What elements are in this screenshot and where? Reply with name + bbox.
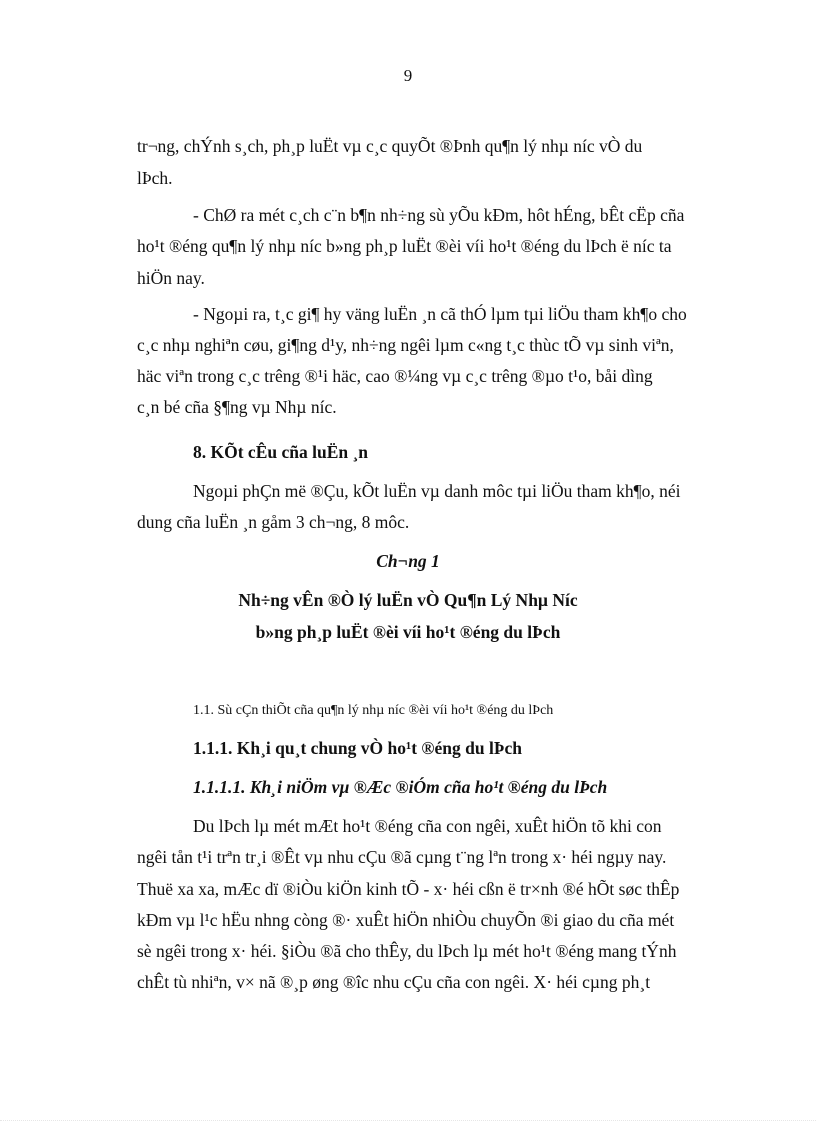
paragraph-line: - ChØ ra mét c¸ch c¨n b¶n nh÷ng sù yÕu kÐm, hôt hÉng, bÊt cËp cña (193, 205, 685, 225)
paragraph-line: tr¬ng, chÝnh s¸ch, ph¸p luËt vµ c¸c quyÕt ®Þnh qu¶n lý nhµ níc vÒ du (137, 136, 643, 156)
subsection-heading: 1.1.1. Kh¸i qu¸t chung vÒ ho¹t ®éng du lÞch (193, 738, 523, 758)
paragraph-line: chÊt tù nhiªn, v× nã ®¸p øng ®îc nhu cÇu cña con ngêi. X· héi cµng ph¸t (137, 972, 651, 992)
paragraph-line: Thuë xa xa, mÆc dï ®iÒu kiÖn kinh tÕ - x· héi cßn ë tr×nh ®é hÕt søc thÊp (137, 879, 680, 899)
paragraph-line: hiÖn nay. (137, 268, 205, 288)
paragraph-line: sè ngêi trong x· héi. §iÒu ®ã cho thÊy, du lÞch lµ mét ho¹t ®éng mang tÝnh (137, 941, 677, 961)
paragraph-line: Du lÞch lµ mét mÆt ho¹t ®éng cña con ngêi, xuÊt hiÖn tõ khi con (193, 816, 662, 836)
page-number: 9 (403, 66, 413, 85)
paragraph-line: c¸n bé cña §¶ng vµ Nhµ níc. (137, 397, 337, 417)
paragraph-line: - Ngoµi ra, t¸c gi¶ hy väng luËn ¸n cã thÓ lµm tµi liÖu tham kh¶o cho (193, 304, 687, 324)
paragraph-line: Ngoµi phÇn më ®Çu, kÕt luËn vµ danh môc tµi liÖu tham kh¶o, néi (193, 481, 681, 501)
paragraph-line: c¸c nhµ nghiªn cøu, gi¶ng d¹y, nh÷ng ngêi lµm c«ng t¸c thùc tÕ vµ sinh viªn, (137, 335, 674, 355)
page-bottom-divider (0, 1120, 816, 1121)
chapter-title-line: Nh÷ng vÊn ®Ò lý luËn vÒ Qu¶n Lý Nhµ Níc (238, 590, 578, 610)
paragraph-line: ngêi tån t¹i trªn tr¸i ®Êt vµ nhu cÇu ®ã cµng t¨ng lªn trong x· héi ngµy nay. (137, 847, 667, 867)
subsection-heading: 1.1. Sù cÇn thiÕt cña qu¶n lý nhµ níc ®èi víi ho¹t ®éng du lÞch (193, 703, 554, 718)
section-heading: 8. KÕt cÊu cña luËn ¸n (193, 442, 369, 462)
subsection-heading: 1.1.1.1. Kh¸i niÖm vµ ®Æc ®iÓm cña ho¹t ®éng du lÞch (193, 777, 608, 797)
paragraph-line: kÐm vµ l¹c hËu nhng còng ®· xuÊt hiÖn nhiÒu chuyÕn ®i giao du cña mét (137, 910, 675, 930)
paragraph-line: dung cña luËn ¸n gåm 3 ch¬ng, 8 môc. (137, 512, 410, 532)
paragraph-line: häc viªn trong c¸c trêng ®¹i häc, cao ®¼ng vµ c¸c trêng ®µo t¹o, båi dìng (137, 366, 653, 386)
paragraph-line: ho¹t ®éng qu¶n lý nhµ níc b»ng ph¸p luËt ®èi víi ho¹t ®éng du lÞch ë níc ta (137, 236, 672, 256)
chapter-title-line: b»ng ph¸p luËt ®èi víi ho¹t ®éng du lÞch (255, 622, 561, 642)
paragraph-line: lÞch. (137, 168, 173, 188)
chapter-label: Ch¬ng 1 (376, 551, 440, 571)
